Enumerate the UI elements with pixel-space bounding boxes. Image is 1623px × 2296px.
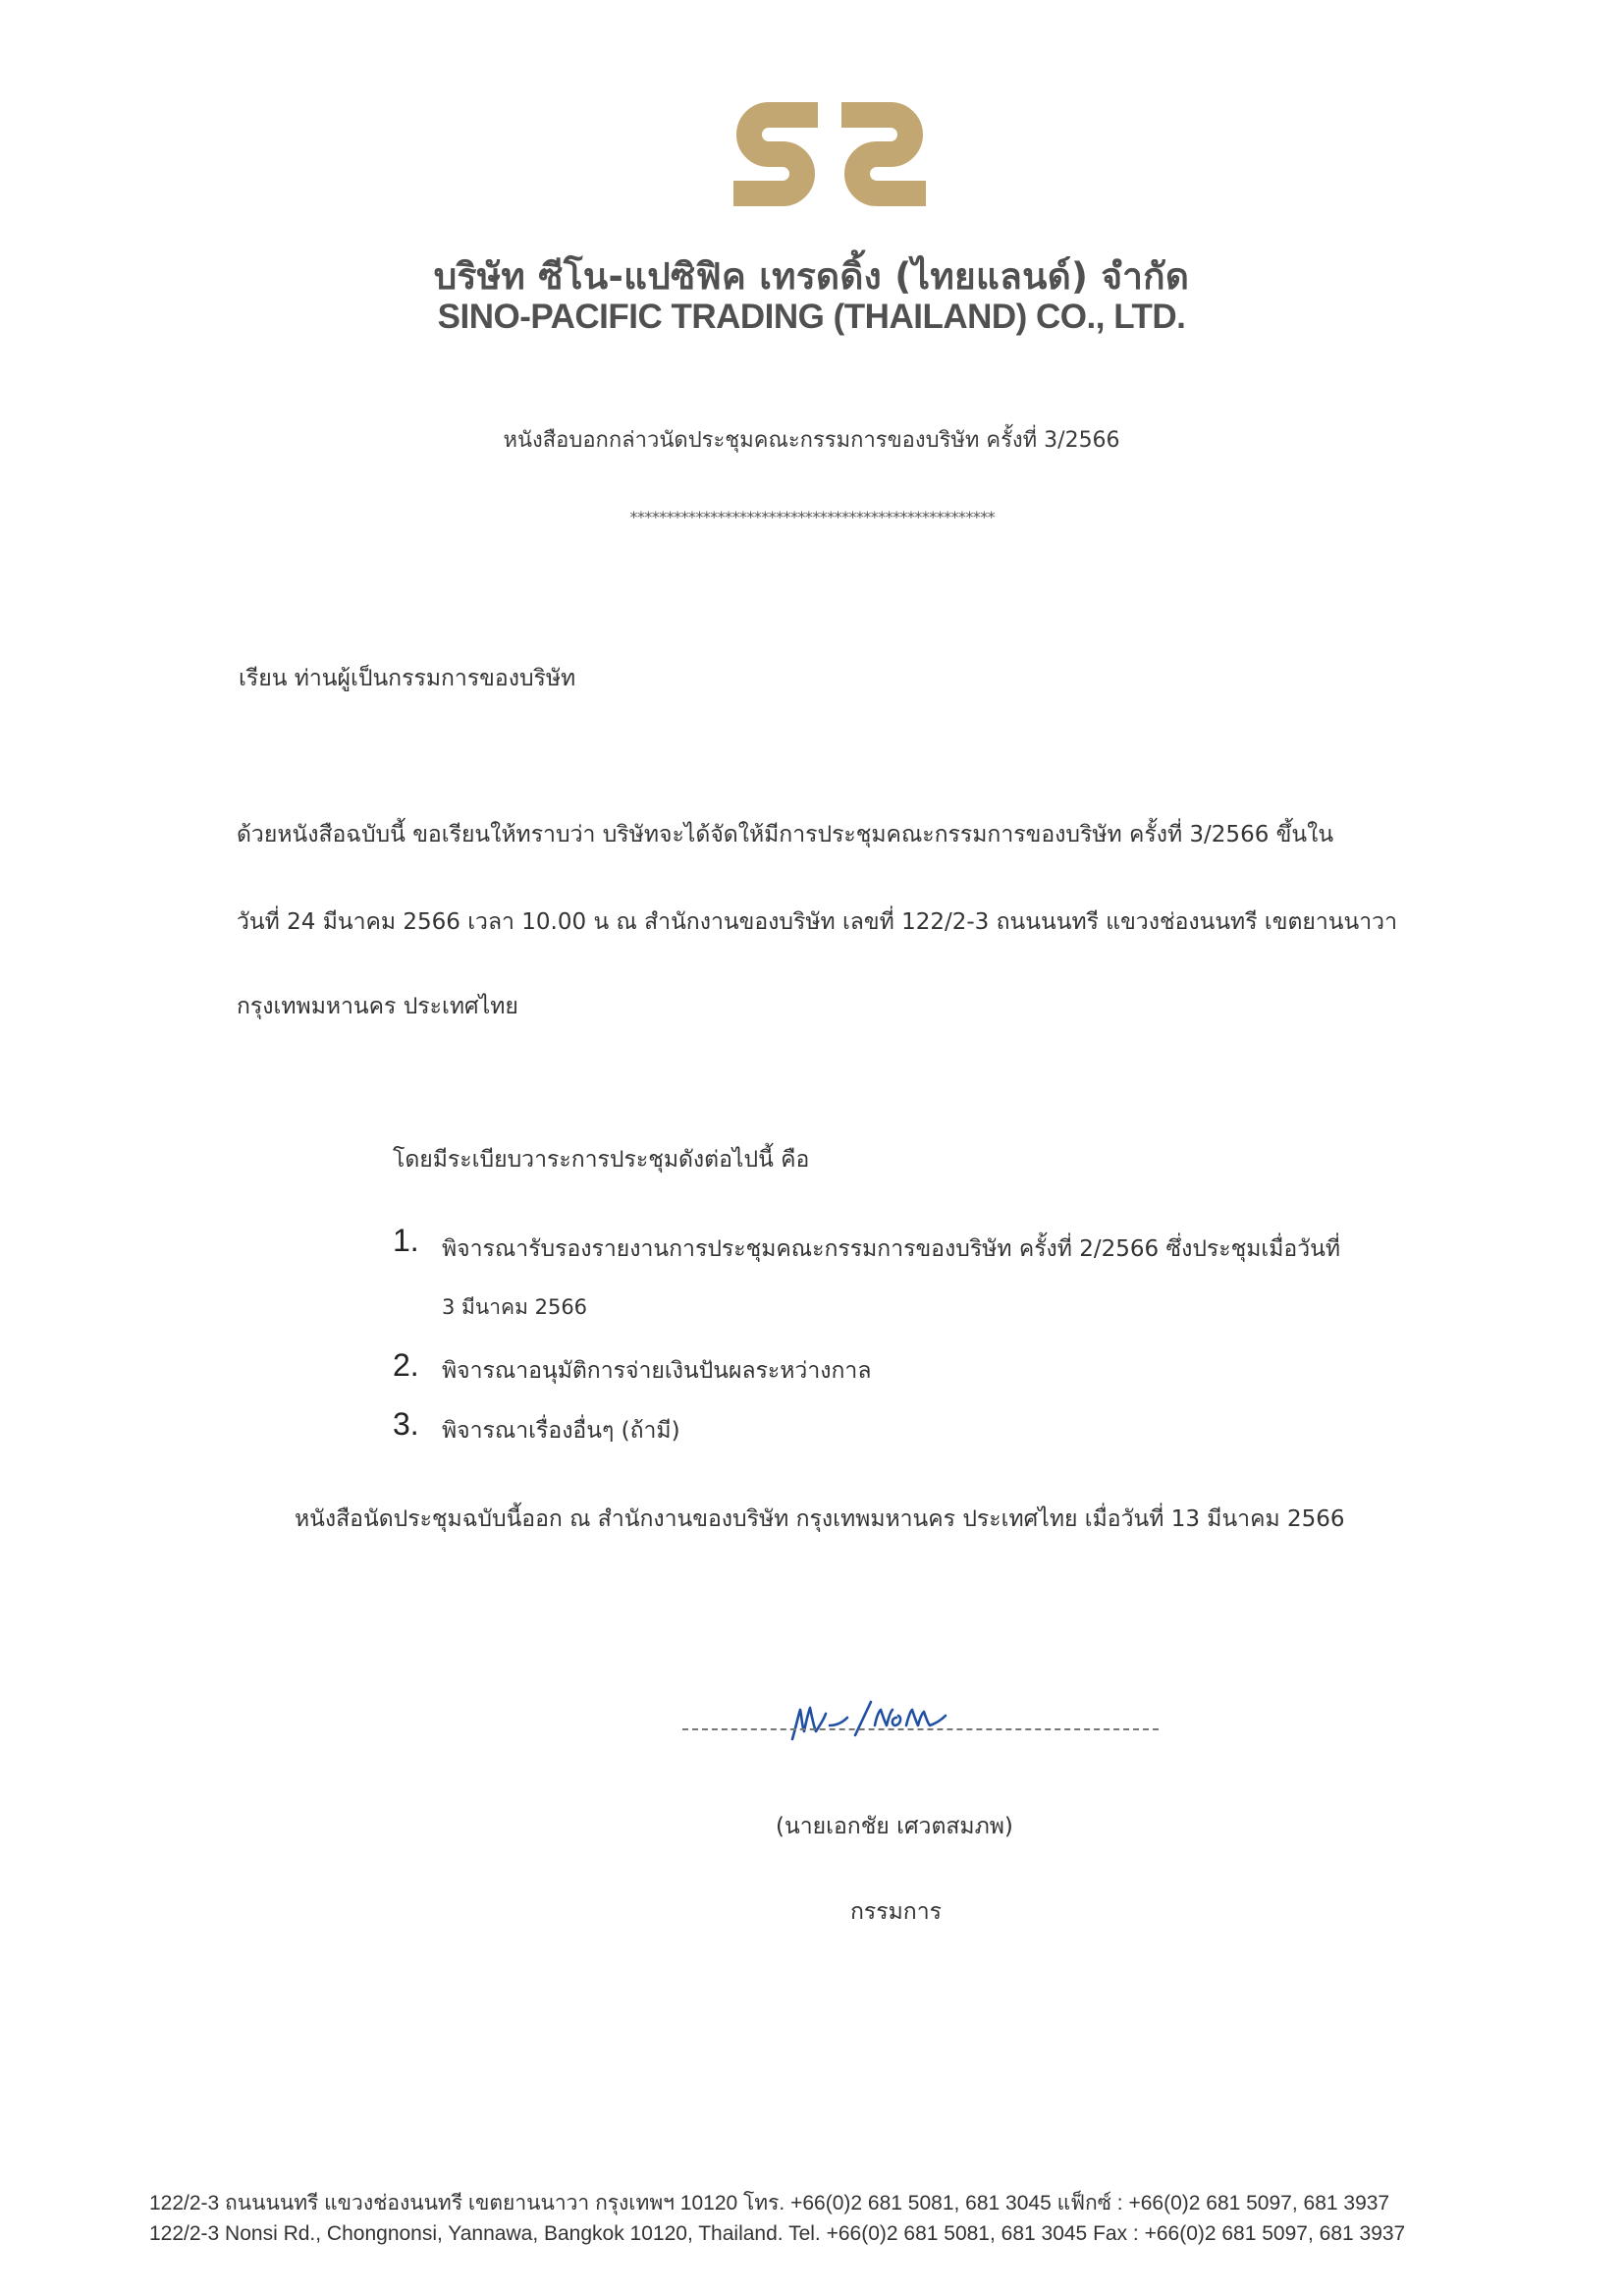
issued-statement: หนังสือนัดประชุมฉบับนี้ออก ณ สำนักงานของบริษัท กรุงเทพมหานคร ประเทศไทย เมื่อวันที่ 13 มีนาคม 2566 (295, 1506, 1345, 1532)
agenda-number-2: 2. (393, 1347, 419, 1383)
agenda-item-2: พิจารณาอนุมัติการจ่ายเงินปันผลระหว่างกาล (442, 1358, 872, 1384)
footer-address-thai: 122/2-3 ถนนนนทรี แขวงช่องนนทรี เขตยานนาวา กรุงเทพฯ 10120 โทร. +66(0)2 681 5081, 681 3045 แฟ็กซ์ : +66(0)2 681 5097, 681 3937 (149, 2192, 1390, 2214)
signatory-title: กรรมการ (850, 1899, 942, 1925)
company-logo-icon (731, 93, 928, 211)
agenda-intro: โดยมีระเบียบวาระการประชุมดังต่อไปนี้ คือ (393, 1147, 810, 1173)
handwritten-signature-icon (790, 1696, 957, 1745)
company-name-thai: บริษัท ซีโน-แปซิฟิค เทรดดิ้ง (ไทยแลนด์) จำกัด (433, 255, 1190, 298)
company-name-english: SINO-PACIFIC TRADING (THAILAND) CO., LTD. (437, 298, 1186, 336)
footer-address-english: 122/2-3 Nonsi Rd., Chongnonsi, Yannawa, Bangkok 10120, Thailand. Tel. +66(0)2 681 5081, 681 3045 Fax : +66(0)2 681 5097, 681 3937 (149, 2222, 1406, 2245)
signature-line (682, 1728, 1159, 1730)
salutation: เรียน ท่านผู้เป็นกรรมการของบริษัท (239, 666, 576, 691)
agenda-number-3: 3. (393, 1406, 419, 1442)
separator-line: ************************************************** (628, 508, 995, 526)
agenda-number-1: 1. (393, 1223, 419, 1258)
agenda-item-1-line-2: 3 มีนาคม 2566 (442, 1295, 588, 1319)
paragraph-line-1: ด้วยหนังสือฉบับนี้ ขอเรียนให้ทราบว่า บริษัทจะได้จัดให้มีการประชุมคณะกรรมการของบริษัท ครั้งที่ 3/2566 ขึ้นใน (237, 822, 1334, 847)
paragraph-line-2: วันที่ 24 มีนาคม 2566 เวลา 10.00 น ณ สำนักงานของบริษัท เลขที่ 122/2-3 ถนนนนทรี แขวงช่องนนทรี เขตยานนาวา (237, 909, 1397, 935)
agenda-item-3: พิจารณาเรื่องอื่นๆ (ถ้ามี) (442, 1418, 680, 1444)
agenda-item-1-line-1: พิจารณารับรองรายงานการประชุมคณะกรรมการของบริษัท ครั้งที่ 2/2566 ซึ่งประชุมเมื่อวันที่ (442, 1236, 1341, 1262)
signatory-name: (นายเอกชัย เศวตสมภพ) (776, 1814, 1013, 1839)
paragraph-line-3: กรุงเทพมหานคร ประเทศไทย (237, 994, 518, 1019)
letter-subject: หนังสือบอกกล่าวนัดประชุมคณะกรรมการของบริษัท ครั้งที่ 3/2566 (503, 428, 1120, 453)
